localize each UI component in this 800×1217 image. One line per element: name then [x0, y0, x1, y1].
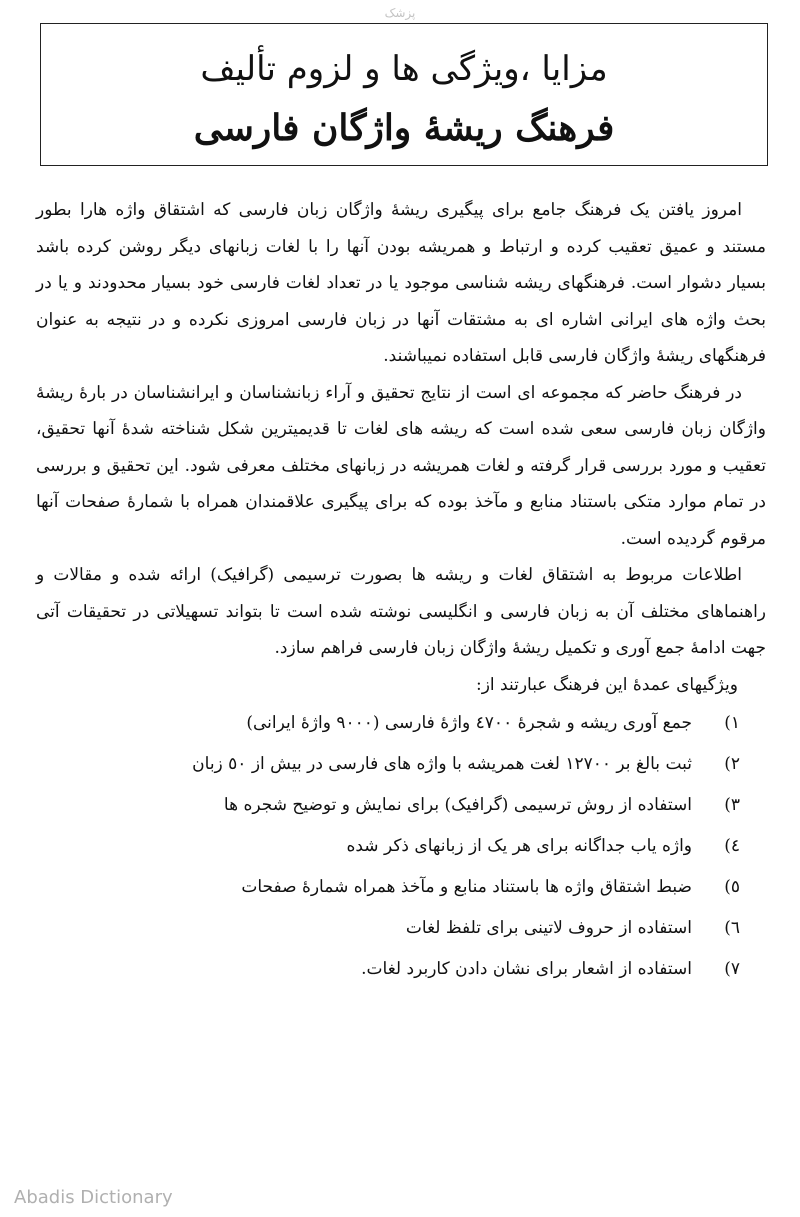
footer-brand-watermark: Abadis Dictionary — [14, 1187, 173, 1208]
features-list — [36, 703, 766, 990]
list-item — [36, 744, 766, 785]
list-item-number: ٧) — [724, 958, 740, 979]
list-item — [36, 826, 766, 867]
paragraph-1: امروز یافتن یک فرهنگ جامع برای پیگیری ریشهٔ واژگان زبان فارسی که اشتقاق واژه هارا بطور مستند و عمیق تعقیب کرده و ارتباط و همریشه بودن آنها را با لغات زبانهای دیگر روشن کرده باشد بسیار دشوار است. فرهنگهای ریشه شناسی موجود یا در تعداد لغات فارسی خود بسیار محدودند و یا در بحث واژه های ایرانی اشاره ای به مشتقات آنها در زبان فارسی امروزی نکرده و در نتیجه به عنوان فرهنگهای ریشهٔ واژگان فارسی قابل استفاده نمیباشند. — [36, 200, 766, 366]
top-watermark: پزشک — [384, 6, 416, 20]
list-item-number: ٤) — [724, 835, 740, 856]
list-item-text: ضبط اشتقاق واژه ها باستناد منابع و مآخذ همراه شمارهٔ صفحات — [241, 876, 692, 897]
list-item — [36, 908, 766, 949]
list-item-text: استفاده از اشعار برای نشان دادن کاربرد لغات. — [361, 958, 692, 979]
list-item-text: واژه یاب جداگانه برای هر یک از زبانهای ذکر شده — [346, 835, 692, 856]
title-box — [40, 23, 768, 166]
list-item-text: استفاده از حروف لاتینی برای تلفظ لغات — [405, 917, 692, 938]
paragraph-2: در فرهنگ حاضر که مجموعه ای است از نتایج تحقیق و آراء زبانشناسان و ایرانشناسان در بارهٔ ریشهٔ واژگان زبان فارسی سعی شده است که ریشه های لغات تا قدیمیترین شکل شناخته شدهٔ آنها تحقیق، تعقیب و مورد بررسی قرار گرفته و لغات همریشه در زبانهای مختلف معرفی شود. این تحقیق و بررسی در تمام موارد متکی باستناد منابع و مآخذ بوده که برای پیگیری علاقمندان همراه با شمارهٔ صفحات آنها مرقوم گردیده است. — [36, 382, 766, 549]
list-item — [36, 703, 766, 744]
list-item-number: ۳) — [724, 794, 740, 815]
list-item-text: استفاده از روش ترسیمی (گرافیک) برای نمایش و توضیح شجره ها — [223, 794, 692, 815]
features-intro: ویژگیهای عمدهٔ این فرهنگ عبارتند از: — [475, 674, 738, 695]
list-item — [36, 867, 766, 908]
list-item-number: ٦) — [724, 917, 740, 938]
page-title-line2: فرهنگ ریشهٔ واژگان فارسی — [193, 107, 615, 149]
list-item-number: ٥) — [724, 876, 740, 897]
list-item — [36, 949, 766, 990]
list-item-number: ۲) — [724, 753, 740, 774]
list-item-text: جمع آوری ریشه و شجرهٔ ٤٧٠٠ واژهٔ فارسی (٩٠٠٠ واژهٔ ایرانی) — [246, 712, 692, 733]
list-item-number: ۱) — [724, 712, 740, 733]
list-item-text: ثبت بالغ بر ١٢٧٠٠ لغت همریشه با واژه های فارسی در بیش از ٥٠ زبان — [192, 753, 692, 774]
list-item — [36, 785, 766, 826]
document-body — [36, 192, 766, 990]
page-title-line1: مزایا ،ویژگی ها و لزوم تألیف — [200, 49, 608, 89]
paragraph-3: اطلاعات مربوط به اشتقاق لغات و ریشه ها بصورت ترسیمی (گرافیک) ارائه شده و مقالات و راهنماهای مختلف آن به زبان فارسی و انگلیسی نوشته شده است تا بتواند تسهیلاتی در تحقیقات آتی جهت ادامهٔ جمع آوری و تکمیل ریشهٔ واژگان زبان فارسی فراهم سازد. — [36, 565, 766, 658]
